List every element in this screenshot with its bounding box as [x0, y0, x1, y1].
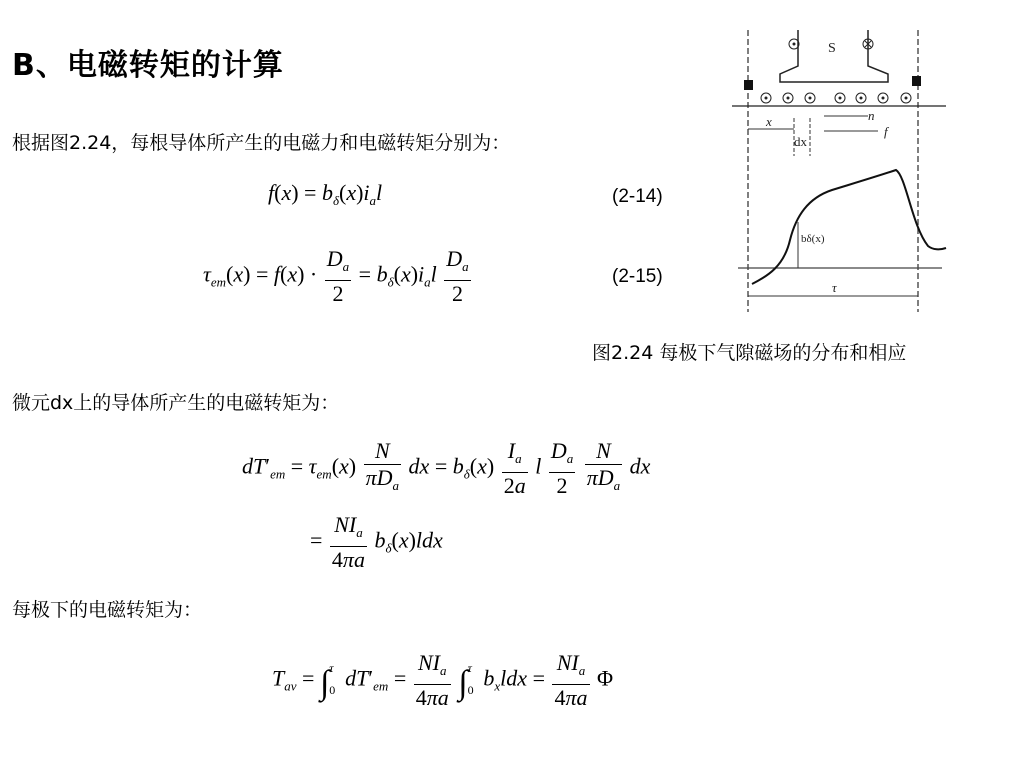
figure-label-dx: dx — [794, 134, 807, 149]
equation-force: $f(x) = b_\delta(x)i_al$ — [268, 180, 383, 208]
figure-label-s: S — [828, 41, 836, 56]
dx-text: 微元dx上的导体所产生的电磁转矩为： — [12, 392, 340, 414]
figure-label-n: n — [868, 108, 875, 123]
equation-torque: $\tau_{em}(x) = f(x)$ · $\frac{D_a}{2}$ = $b_\delta(x)i_al$ $\frac{D_a}{2}$ — [203, 246, 469, 306]
equation-average-torque: $T_{av} = \int_0^\tau$ $dT'_{em}$ = $\frac{NI_a}{4\pi a}$ $\int_0^\tau$ $b_xldx$ = $\frac{NI_a}{4\pi a}$ Φ — [272, 650, 614, 710]
slide-title: B、电磁转矩的计算 — [12, 48, 284, 83]
equation-differential-torque-simplified: = $\frac{NI_a}{4\pi a}$ $b_\delta(x)ldx$ — [310, 512, 443, 572]
figure-caption: 图2.24 每极下气隙磁场的分布和相应 — [592, 342, 907, 364]
equation-number-2-15: (2-15) — [612, 266, 663, 287]
figure-label-b: bδ(x) — [801, 233, 825, 245]
equation-number-2-14: (2-14) — [612, 186, 663, 207]
figure-label-x: x — [766, 114, 772, 129]
figure-label-f: f — [884, 124, 888, 139]
air-gap-field-figure — [728, 26, 950, 316]
figure-label-tau: τ — [832, 280, 837, 295]
equation-differential-torque: $dT'_{em} = \tau_{em}(x)$ $\frac{N}{\pi D_a}$ dx = $b_\delta(x)$ $\frac{I_a}{2a}$ l $\frac{D_a}{2}$ $\frac{N}{\pi D_a}$ dx — [242, 438, 651, 498]
intro-text: 根据图2.24，每根导体所产生的电磁力和电磁转矩分别为： — [12, 132, 511, 154]
per-pole-text: 每极下的电磁转矩为： — [12, 599, 203, 621]
